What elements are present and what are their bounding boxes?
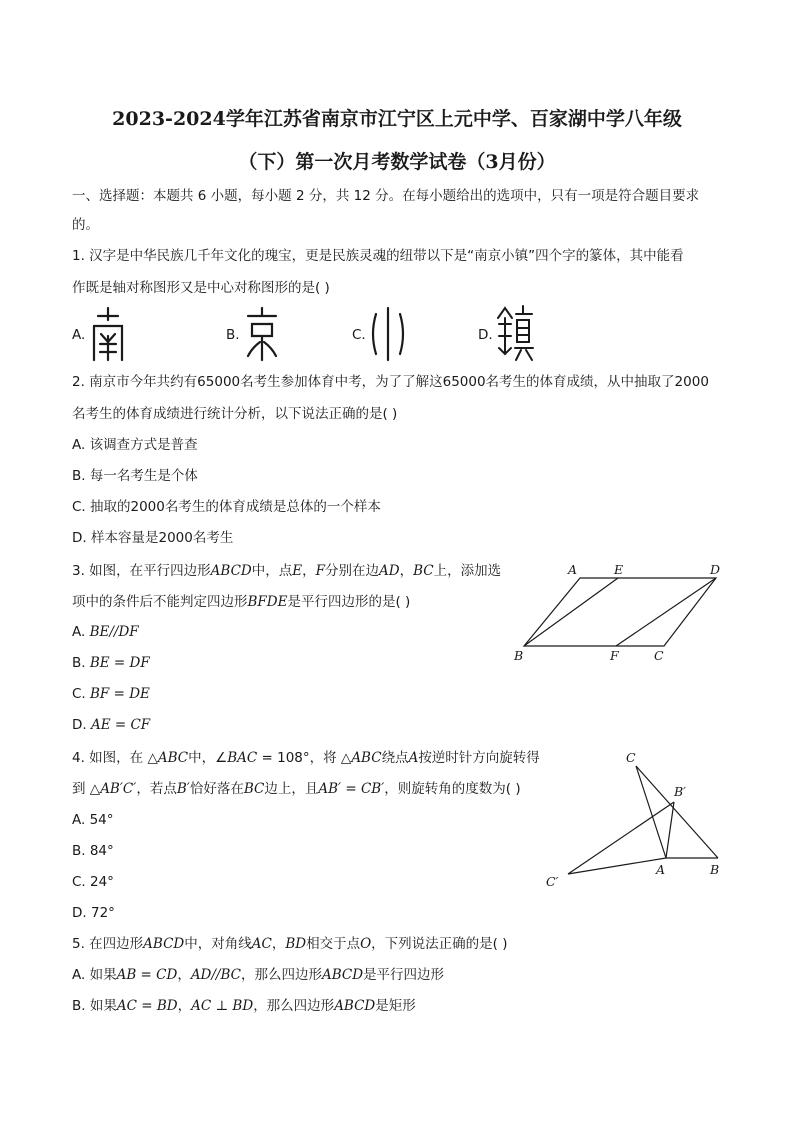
label-a: A [568,562,578,577]
q3-option-a: A. BE//DF [72,624,139,640]
exam-title-line2: （下）第一次月考数学试卷（3月份） [238,151,556,173]
q1-option-a-label: A. [72,327,86,343]
question-5-text: 5. 在四边形ABCD中，对角线AC，BD相交于点O，下列说法正确的是( ) [72,936,508,952]
section-header: 一、选择题：本题共 6 小题，每小题 2 分，共 12 分。在每小题给出的选项中，只有一项是符合题目要求 [72,188,700,204]
label-d: D [710,562,721,577]
q1-option-d-label: D. [478,327,493,343]
q5-option-b: B. 如果AC = BD，AC ⊥ BD，那么四边形ABCD是矩形 [72,998,416,1014]
q3-option-b: B. BE = DF [72,655,150,671]
label-c: C [626,750,636,765]
segment-ab-prime [666,802,674,858]
question-4-text: 4. 如图，在 △ABC中，∠BAC = 108°，将 △ABC绕点A按逆时针方向旋转得 [72,750,540,766]
q1-option-b-label: B. [226,327,240,343]
q3-option-c: C. BF = DE [72,686,150,702]
question-4-text-cont: 到 △AB′C′，若点B′恰好落在BC边上，且AB′ = CB′，则旋转角的度数为( ) [72,781,521,797]
seal-char-nan-icon [88,306,128,362]
label-e: E [614,562,624,577]
segment-cb [636,766,718,858]
q2-option-a: A. 该调查方式是普查 [72,437,198,453]
question-2-text-cont: 名考生的体育成绩进行统计分析，以下说法正确的是( ) [72,406,398,422]
exam-title-line1: 2023-2024学年江苏省南京市江宁区上元中学、百家湖中学八年级 [112,108,682,130]
q5-option-a: A. 如果AB = CD，AD//BC，那么四边形ABCD是平行四边形 [72,967,445,983]
q2-option-c: C. 抽取的2000名考生的体育成绩是总体的一个样本 [72,499,381,515]
question-2-text: 2. 南京市今年共约有65000名考生参加体育中考，为了了解这65000名考生的体育成绩，从中抽取了2000 [72,374,709,390]
q3-option-d: D. AE = CF [72,717,151,733]
q4-option-d: D. 72° [72,905,115,921]
q3-parallelogram-figure [500,560,740,670]
label-f: F [610,648,619,663]
label-c: C [654,648,664,663]
label-b-prime: B′ [674,784,687,799]
q4-rotation-figure [540,746,730,892]
parallelogram-abcd [524,578,716,646]
segment-ca [636,766,666,858]
q4-option-a: A. 54° [72,812,114,828]
seal-char-jing-icon [244,306,280,362]
question-3-text: 3. 如图，在平行四边形ABCD中，点E，F分别在边AD，BC上，添加选 [72,563,502,579]
label-a: A [656,862,666,877]
segment-a-c-prime [568,858,666,874]
question-1-text: 1. 汉字是中华民族几千年文化的瑰宝，更是民族灵魂的纽带以下是“南京小镇”四个字的篆体，其中能看 [72,248,684,264]
q1-option-c-label: C. [352,327,366,343]
seal-char-zhen-icon [494,304,536,362]
question-1-text-cont: 作既是轴对称图形又是中心对称图形的是( ) [72,280,330,296]
label-b: B [710,862,720,877]
q2-option-b: B. 每一名考生是个体 [72,468,198,484]
question-3-text-cont: 项中的条件后不能判定四边形BFDE是平行四边形的是( ) [72,594,411,610]
section-header-cont: 的。 [72,217,99,233]
seal-char-xiao-icon [368,306,408,362]
segment-fd [616,578,716,646]
label-c-prime: C′ [546,874,559,889]
q2-option-d: D. 样本容量是2000名考生 [72,530,234,546]
label-b: B [514,648,524,663]
q4-option-b: B. 84° [72,843,114,859]
q4-option-c: C. 24° [72,874,114,890]
